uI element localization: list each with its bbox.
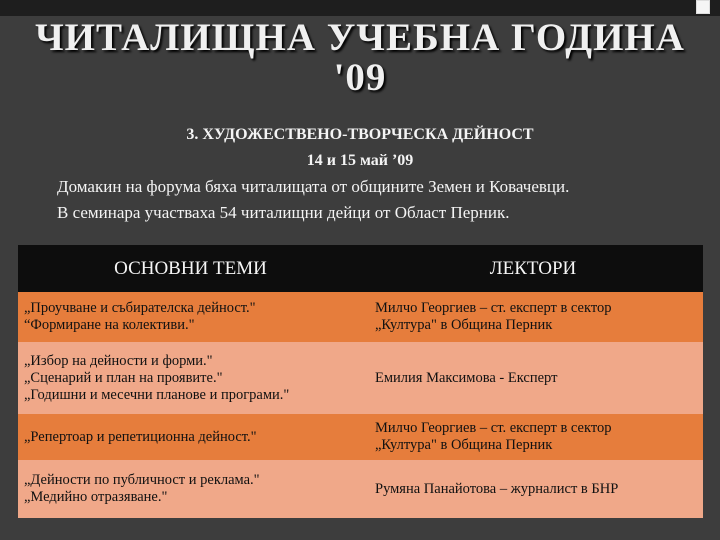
topic-line: „Проучване и събирателска дейност." <box>24 300 256 316</box>
lecturer-line: Милчо Георгиев – ст. експерт в сектор <box>375 300 612 316</box>
lecturer-line: Емилия Максимова - Експерт <box>375 369 558 386</box>
topic-line: “Формиране на колективи." <box>24 317 195 333</box>
lecturer-cell <box>363 292 703 342</box>
topic-cell <box>18 342 363 414</box>
lecturer-line: „Култура" в Община Перник <box>375 437 553 453</box>
table-row <box>18 460 703 518</box>
lecturer-line: „Култура" в Община Перник <box>375 317 553 333</box>
topic-line: „Репертоар и репетиционна дейност." <box>24 428 257 445</box>
info-line-host: Домакин на форума бяха читалищата от общините Земен и Ковачевци. <box>57 177 570 196</box>
topic-cell <box>18 414 363 460</box>
table-row <box>18 414 703 460</box>
event-dates: 14 и 15 май ’09 <box>306 152 414 169</box>
slide-title-line2: '09 <box>333 56 387 99</box>
info-block <box>0 122 720 226</box>
top-bar <box>0 0 720 16</box>
lecturer-cell <box>363 460 703 518</box>
corner-badge-icon <box>696 0 710 14</box>
topic-cell <box>18 292 363 342</box>
header-topics: ОСНОВНИ ТЕМИ <box>18 245 363 292</box>
lecturer-cell <box>363 342 703 414</box>
topic-line: „Избор на дейности и форми." <box>24 352 213 369</box>
section-heading: 3. ХУДОЖЕСТВЕНО-ТВОРЧЕСКА ДЕЙНОСТ <box>186 126 534 143</box>
topic-line: „Дейности по публичност и реклама." <box>24 472 260 488</box>
info-line-participants: В семинара участваха 54 читалищни дейци от Област Перник. <box>57 203 510 222</box>
topics-table <box>18 245 703 518</box>
topic-line: „Медийно отразяване." <box>24 489 168 505</box>
slide-title <box>0 18 720 98</box>
table-row <box>18 292 703 342</box>
topic-cell <box>18 460 363 518</box>
lecturer-line: Румяна Панайотова – журналист в БНР <box>375 480 619 497</box>
slide-title-line1: ЧИТАЛИЩНА УЧЕБНА ГОДИНА <box>35 16 685 59</box>
lecturer-line: Милчо Георгиев – ст. експерт в сектор <box>375 420 612 436</box>
table-header-row <box>18 245 703 292</box>
topic-line: „Годишни и месечни планове и програми." <box>24 386 290 403</box>
table-row <box>18 342 703 414</box>
topic-line: „Сценарий и план на проявите." <box>24 369 223 386</box>
header-lecturers: ЛЕКТОРИ <box>363 245 703 292</box>
lecturer-cell <box>363 414 703 460</box>
